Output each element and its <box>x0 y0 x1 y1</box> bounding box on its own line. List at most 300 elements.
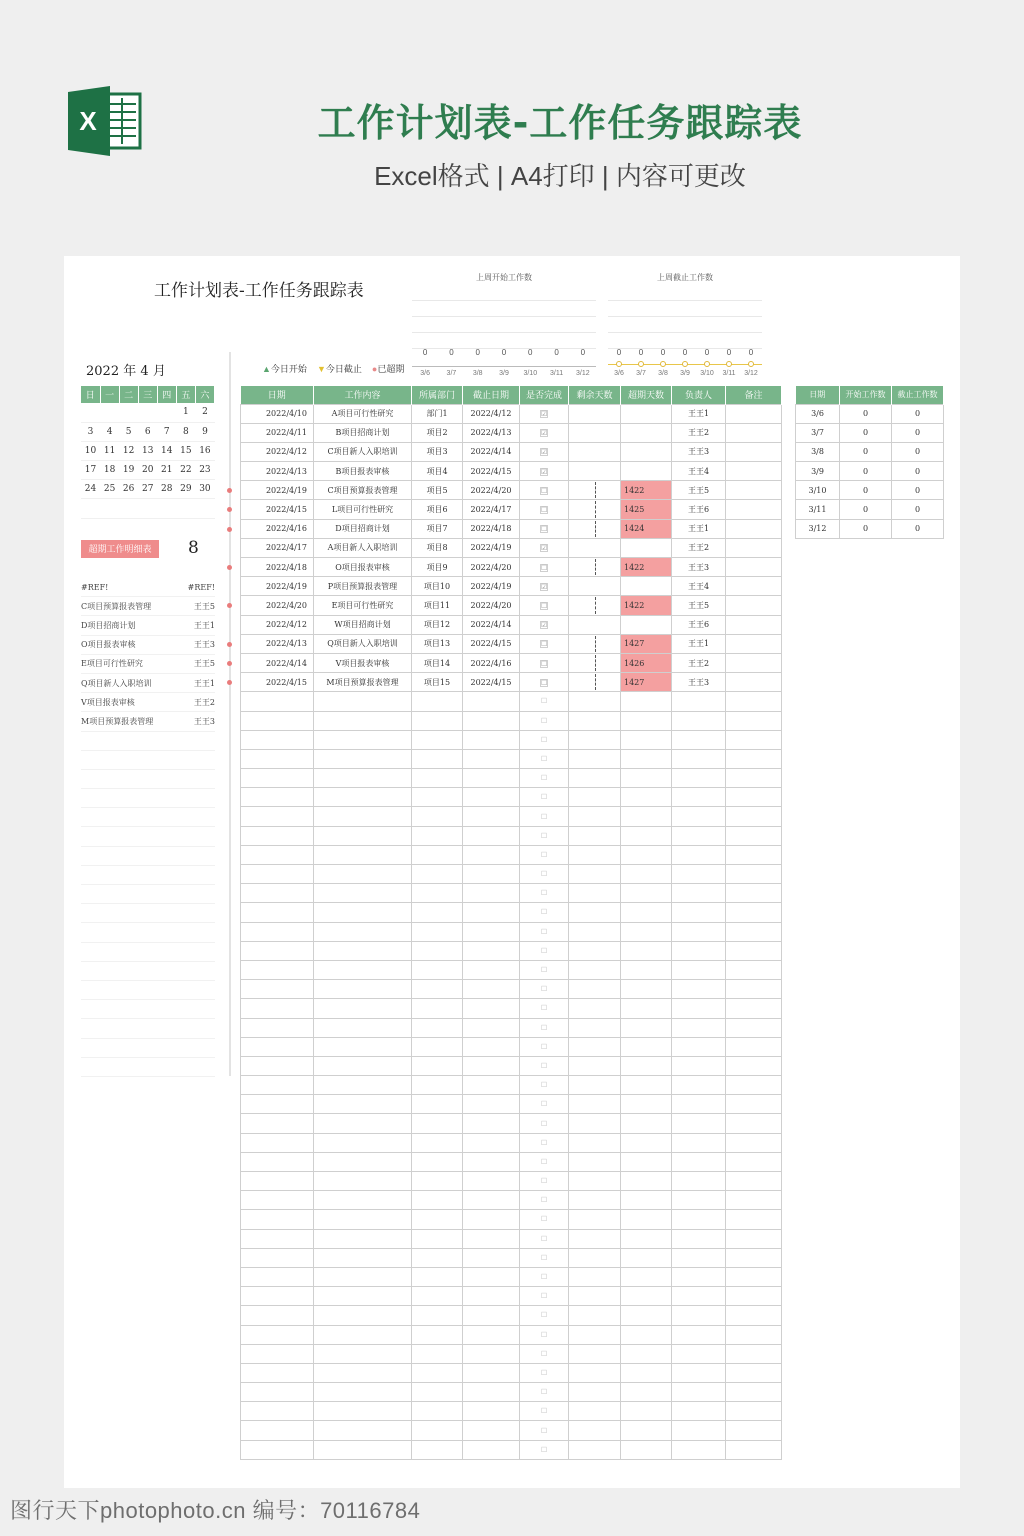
done-cell[interactable] <box>520 673 569 692</box>
checkbox[interactable]: ☐ <box>541 563 548 572</box>
checkbox[interactable]: ☐ <box>540 735 548 744</box>
empty-cell[interactable] <box>621 1267 672 1286</box>
empty-cell[interactable] <box>463 1421 520 1440</box>
empty-cell[interactable] <box>463 980 520 999</box>
empty-cell[interactable] <box>672 1210 726 1229</box>
empty-cell[interactable] <box>726 1037 782 1056</box>
empty-cell[interactable] <box>314 1114 412 1133</box>
checkbox[interactable]: ☐ <box>540 793 548 802</box>
empty-cell[interactable] <box>672 1056 726 1075</box>
calendar-day[interactable]: 25 <box>100 480 119 499</box>
done-cell[interactable] <box>520 1133 569 1152</box>
empty-cell[interactable] <box>672 1248 726 1267</box>
owner-cell[interactable]: 王王1 <box>672 634 726 653</box>
empty-cell[interactable] <box>726 1114 782 1133</box>
empty-cell[interactable] <box>412 807 463 826</box>
note-cell[interactable] <box>726 596 782 615</box>
checkbox[interactable]: ☐ <box>540 985 548 994</box>
empty-cell[interactable] <box>726 730 782 749</box>
empty-cell[interactable] <box>241 826 314 845</box>
empty-cell[interactable] <box>672 807 726 826</box>
empty-cell[interactable] <box>412 788 463 807</box>
empty-cell[interactable] <box>569 1018 621 1037</box>
empty-row[interactable] <box>241 1152 782 1171</box>
empty-cell[interactable] <box>314 1172 412 1191</box>
start-count-cell[interactable]: 0 <box>840 404 892 423</box>
checkbox[interactable]: ☐ <box>540 1061 548 1070</box>
empty-cell[interactable] <box>726 1095 782 1114</box>
empty-cell[interactable] <box>621 826 672 845</box>
calendar-day[interactable]: 29 <box>176 480 195 499</box>
empty-cell[interactable] <box>569 1095 621 1114</box>
empty-cell[interactable] <box>569 1421 621 1440</box>
overdue-days-cell[interactable] <box>621 538 672 557</box>
checkbox[interactable]: ☐ <box>540 927 548 936</box>
due-date-cell[interactable]: 2022/4/13 <box>463 423 520 442</box>
checkbox[interactable]: ☐ <box>540 716 548 725</box>
empty-row[interactable] <box>241 1056 782 1075</box>
empty-cell[interactable] <box>621 1133 672 1152</box>
empty-row[interactable] <box>241 1248 782 1267</box>
empty-cell[interactable] <box>672 1363 726 1382</box>
checkbox[interactable]: ☐ <box>540 1004 548 1013</box>
empty-cell[interactable] <box>726 1229 782 1248</box>
table-row[interactable] <box>241 442 782 461</box>
start-count-cell[interactable]: 0 <box>840 423 892 442</box>
empty-row[interactable] <box>241 1287 782 1306</box>
checkbox[interactable]: ☐ <box>540 1253 548 1262</box>
end-count-cell[interactable]: 0 <box>892 442 944 461</box>
empty-cell[interactable] <box>241 1248 314 1267</box>
calendar-day[interactable]: 8 <box>176 422 195 441</box>
empty-cell[interactable] <box>314 960 412 979</box>
empty-cell[interactable] <box>463 1133 520 1152</box>
empty-cell[interactable] <box>726 692 782 711</box>
empty-cell[interactable] <box>412 1210 463 1229</box>
empty-cell[interactable] <box>621 730 672 749</box>
empty-row[interactable] <box>241 1267 782 1286</box>
done-cell[interactable] <box>520 1363 569 1382</box>
department-cell[interactable]: 项目6 <box>412 500 463 519</box>
empty-cell[interactable] <box>314 884 412 903</box>
empty-row[interactable] <box>241 845 782 864</box>
empty-cell[interactable] <box>412 826 463 845</box>
empty-cell[interactable] <box>726 788 782 807</box>
calendar-day[interactable]: 7 <box>157 422 176 441</box>
table-row[interactable] <box>241 653 782 672</box>
empty-cell[interactable] <box>241 1037 314 1056</box>
empty-cell[interactable] <box>314 903 412 922</box>
empty-cell[interactable] <box>463 788 520 807</box>
empty-cell[interactable] <box>241 1114 314 1133</box>
empty-cell[interactable] <box>241 845 314 864</box>
empty-cell[interactable] <box>621 1037 672 1056</box>
empty-row[interactable] <box>241 788 782 807</box>
empty-cell[interactable] <box>241 1152 314 1171</box>
empty-cell[interactable] <box>672 749 726 768</box>
remaining-days-cell[interactable] <box>569 462 621 481</box>
empty-cell[interactable] <box>621 1287 672 1306</box>
done-cell[interactable] <box>520 577 569 596</box>
empty-cell[interactable] <box>241 1344 314 1363</box>
due-date-cell[interactable]: 2022/4/15 <box>463 462 520 481</box>
empty-cell[interactable] <box>621 1344 672 1363</box>
empty-cell[interactable] <box>463 730 520 749</box>
department-cell[interactable]: 项目7 <box>412 519 463 538</box>
empty-cell[interactable] <box>314 692 412 711</box>
empty-cell[interactable] <box>463 1267 520 1286</box>
done-cell[interactable] <box>520 615 569 634</box>
calendar-day[interactable]: 23 <box>195 461 214 480</box>
calendar-day[interactable]: 30 <box>195 480 214 499</box>
start-date-cell[interactable]: 2022/4/11 <box>241 423 314 442</box>
empty-cell[interactable] <box>412 1306 463 1325</box>
empty-cell[interactable] <box>569 730 621 749</box>
done-cell[interactable] <box>520 634 569 653</box>
done-cell[interactable] <box>520 481 569 500</box>
empty-cell[interactable] <box>672 884 726 903</box>
date-cell[interactable]: 3/11 <box>796 500 840 519</box>
empty-cell[interactable] <box>726 1018 782 1037</box>
empty-cell[interactable] <box>463 903 520 922</box>
remaining-days-cell[interactable] <box>569 442 621 461</box>
empty-cell[interactable] <box>672 1114 726 1133</box>
task-cell[interactable]: A项目可行性研究 <box>314 404 412 423</box>
task-cell[interactable]: L项目可行性研究 <box>314 500 412 519</box>
empty-cell[interactable] <box>569 1056 621 1075</box>
empty-row[interactable] <box>241 1306 782 1325</box>
table-row[interactable] <box>241 673 782 692</box>
empty-row[interactable] <box>241 1133 782 1152</box>
department-cell[interactable]: 项目13 <box>412 634 463 653</box>
department-cell[interactable]: 项目2 <box>412 423 463 442</box>
empty-cell[interactable] <box>314 826 412 845</box>
empty-cell[interactable] <box>314 1421 412 1440</box>
empty-cell[interactable] <box>241 1421 314 1440</box>
empty-row[interactable] <box>241 960 782 979</box>
empty-row[interactable] <box>241 884 782 903</box>
empty-cell[interactable] <box>412 865 463 884</box>
overdue-days-cell[interactable]: 1422 <box>621 596 672 615</box>
date-cell[interactable]: 3/10 <box>796 481 840 500</box>
empty-cell[interactable] <box>412 960 463 979</box>
empty-cell[interactable] <box>726 922 782 941</box>
empty-cell[interactable] <box>463 1191 520 1210</box>
empty-cell[interactable] <box>726 1383 782 1402</box>
end-count-cell[interactable]: 0 <box>892 500 944 519</box>
empty-cell[interactable] <box>621 788 672 807</box>
empty-cell[interactable] <box>314 865 412 884</box>
department-cell[interactable]: 项目8 <box>412 538 463 557</box>
empty-cell[interactable] <box>726 1344 782 1363</box>
owner-cell[interactable]: 王王3 <box>672 673 726 692</box>
empty-cell[interactable] <box>672 1383 726 1402</box>
empty-cell[interactable] <box>412 941 463 960</box>
empty-cell[interactable] <box>412 999 463 1018</box>
due-date-cell[interactable]: 2022/4/12 <box>463 404 520 423</box>
empty-cell[interactable] <box>314 999 412 1018</box>
empty-cell[interactable] <box>314 1383 412 1402</box>
checkbox[interactable]: ☐ <box>540 1311 548 1320</box>
empty-row[interactable] <box>241 980 782 999</box>
empty-cell[interactable] <box>463 1056 520 1075</box>
task-cell[interactable]: V项目报表审核 <box>314 653 412 672</box>
overdue-days-cell[interactable]: 1427 <box>621 673 672 692</box>
owner-cell[interactable]: 王王5 <box>672 596 726 615</box>
empty-row[interactable] <box>241 1018 782 1037</box>
empty-cell[interactable] <box>314 1267 412 1286</box>
checkbox[interactable]: ☐ <box>540 1349 548 1358</box>
empty-cell[interactable] <box>726 1210 782 1229</box>
due-date-cell[interactable]: 2022/4/14 <box>463 615 520 634</box>
checkbox[interactable]: ☐ <box>540 889 548 898</box>
calendar-day[interactable]: 17 <box>81 461 100 480</box>
empty-cell[interactable] <box>569 1248 621 1267</box>
start-date-cell[interactable]: 2022/4/15 <box>241 500 314 519</box>
empty-cell[interactable] <box>412 730 463 749</box>
empty-cell[interactable] <box>463 749 520 768</box>
empty-cell[interactable] <box>463 1210 520 1229</box>
empty-cell[interactable] <box>621 1402 672 1421</box>
department-cell[interactable]: 项目5 <box>412 481 463 500</box>
empty-cell[interactable] <box>672 788 726 807</box>
start-date-cell[interactable]: 2022/4/20 <box>241 596 314 615</box>
date-cell[interactable]: 3/12 <box>796 519 840 538</box>
checkbox[interactable]: ☐ <box>540 1388 548 1397</box>
task-cell[interactable]: B项目报表审核 <box>314 462 412 481</box>
empty-cell[interactable] <box>412 845 463 864</box>
empty-cell[interactable] <box>569 1363 621 1382</box>
checkbox[interactable]: ☐ <box>541 506 548 515</box>
empty-cell[interactable] <box>463 769 520 788</box>
department-cell[interactable]: 项目9 <box>412 558 463 577</box>
due-date-cell[interactable]: 2022/4/19 <box>463 577 520 596</box>
empty-row[interactable] <box>241 922 782 941</box>
empty-cell[interactable] <box>726 1076 782 1095</box>
calendar-day[interactable]: 20 <box>138 461 157 480</box>
calendar-day[interactable]: 9 <box>195 422 214 441</box>
empty-cell[interactable] <box>672 903 726 922</box>
overdue-days-cell[interactable] <box>621 615 672 634</box>
empty-cell[interactable] <box>314 711 412 730</box>
empty-cell[interactable] <box>412 1421 463 1440</box>
empty-cell[interactable] <box>463 845 520 864</box>
empty-row[interactable] <box>241 865 782 884</box>
empty-cell[interactable] <box>569 1133 621 1152</box>
empty-cell[interactable] <box>726 1191 782 1210</box>
empty-cell[interactable] <box>569 960 621 979</box>
calendar-day[interactable]: 15 <box>176 441 195 460</box>
empty-cell[interactable] <box>314 1287 412 1306</box>
empty-cell[interactable] <box>672 980 726 999</box>
calendar-day[interactable]: 21 <box>157 461 176 480</box>
empty-cell[interactable] <box>569 1114 621 1133</box>
task-cell[interactable]: B项目招商计划 <box>314 423 412 442</box>
due-date-cell[interactable]: 2022/4/20 <box>463 596 520 615</box>
due-date-cell[interactable]: 2022/4/18 <box>463 519 520 538</box>
table-row[interactable] <box>796 519 944 538</box>
empty-cell[interactable] <box>726 1133 782 1152</box>
empty-cell[interactable] <box>569 749 621 768</box>
table-row[interactable] <box>241 462 782 481</box>
calendar-day[interactable]: 6 <box>138 422 157 441</box>
empty-row[interactable] <box>241 1191 782 1210</box>
empty-cell[interactable] <box>621 1152 672 1171</box>
empty-cell[interactable] <box>672 1172 726 1191</box>
done-cell[interactable] <box>520 1114 569 1133</box>
checkbox[interactable]: ☐ <box>540 1177 548 1186</box>
empty-cell[interactable] <box>621 769 672 788</box>
remaining-days-cell[interactable] <box>569 577 621 596</box>
department-cell[interactable]: 部门1 <box>412 404 463 423</box>
empty-cell[interactable] <box>621 1306 672 1325</box>
empty-cell[interactable] <box>672 730 726 749</box>
checkbox[interactable]: ☐ <box>540 1234 548 1243</box>
done-cell[interactable] <box>520 730 569 749</box>
checkbox[interactable]: ☑ <box>541 410 548 419</box>
due-date-cell[interactable]: 2022/4/20 <box>463 481 520 500</box>
empty-cell[interactable] <box>726 884 782 903</box>
checkbox[interactable]: ☐ <box>541 525 548 534</box>
empty-cell[interactable] <box>314 730 412 749</box>
done-cell[interactable] <box>520 922 569 941</box>
done-cell[interactable] <box>520 1229 569 1248</box>
empty-cell[interactable] <box>463 1095 520 1114</box>
empty-cell[interactable] <box>726 941 782 960</box>
done-cell[interactable] <box>520 941 569 960</box>
task-cell[interactable]: W项目招商计划 <box>314 615 412 634</box>
empty-cell[interactable] <box>672 1229 726 1248</box>
empty-cell[interactable] <box>569 884 621 903</box>
empty-row[interactable] <box>241 1114 782 1133</box>
empty-cell[interactable] <box>621 749 672 768</box>
done-cell[interactable] <box>520 845 569 864</box>
note-cell[interactable] <box>726 442 782 461</box>
empty-cell[interactable] <box>569 1440 621 1459</box>
remaining-days-cell[interactable] <box>569 615 621 634</box>
checkbox[interactable]: ☐ <box>540 1100 548 1109</box>
done-cell[interactable] <box>520 1287 569 1306</box>
done-cell[interactable] <box>520 1018 569 1037</box>
end-count-cell[interactable]: 0 <box>892 462 944 481</box>
start-date-cell[interactable]: 2022/4/10 <box>241 404 314 423</box>
task-cell[interactable]: C项目新人入职培训 <box>314 442 412 461</box>
empty-cell[interactable] <box>463 922 520 941</box>
due-date-cell[interactable]: 2022/4/17 <box>463 500 520 519</box>
checkbox[interactable]: ☐ <box>540 1157 548 1166</box>
done-cell[interactable] <box>520 807 569 826</box>
empty-cell[interactable] <box>314 769 412 788</box>
done-cell[interactable] <box>520 1172 569 1191</box>
table-row[interactable] <box>241 423 782 442</box>
remaining-days-cell[interactable] <box>569 404 621 423</box>
empty-row[interactable] <box>241 999 782 1018</box>
empty-cell[interactable] <box>463 1325 520 1344</box>
empty-cell[interactable] <box>672 1402 726 1421</box>
empty-cell[interactable] <box>726 769 782 788</box>
note-cell[interactable] <box>726 423 782 442</box>
empty-cell[interactable] <box>569 807 621 826</box>
checkbox[interactable]: ☐ <box>541 659 548 668</box>
empty-cell[interactable] <box>412 1287 463 1306</box>
empty-cell[interactable] <box>621 1172 672 1191</box>
start-date-cell[interactable]: 2022/4/16 <box>241 519 314 538</box>
empty-cell[interactable] <box>314 788 412 807</box>
checkbox[interactable]: ☑ <box>541 448 548 457</box>
start-count-cell[interactable]: 0 <box>840 500 892 519</box>
checkbox[interactable]: ☐ <box>540 1196 548 1205</box>
empty-cell[interactable] <box>412 1440 463 1459</box>
done-cell[interactable] <box>520 500 569 519</box>
checkbox[interactable]: ☐ <box>540 1292 548 1301</box>
department-cell[interactable]: 项目15 <box>412 673 463 692</box>
empty-cell[interactable] <box>412 1037 463 1056</box>
empty-cell[interactable] <box>463 999 520 1018</box>
checkbox[interactable]: ☐ <box>540 812 548 821</box>
table-row[interactable] <box>241 481 782 500</box>
task-cell[interactable]: Q项目新人入职培训 <box>314 634 412 653</box>
empty-row[interactable] <box>241 749 782 768</box>
done-cell[interactable] <box>520 404 569 423</box>
empty-cell[interactable] <box>412 1172 463 1191</box>
empty-cell[interactable] <box>672 1440 726 1459</box>
empty-cell[interactable] <box>672 922 726 941</box>
empty-cell[interactable] <box>412 1056 463 1075</box>
checkbox[interactable]: ☐ <box>541 601 548 610</box>
empty-cell[interactable] <box>726 826 782 845</box>
empty-cell[interactable] <box>463 826 520 845</box>
note-cell[interactable] <box>726 538 782 557</box>
empty-cell[interactable] <box>412 1248 463 1267</box>
empty-cell[interactable] <box>463 807 520 826</box>
empty-cell[interactable] <box>726 711 782 730</box>
checkbox[interactable]: ☑ <box>541 582 548 591</box>
note-cell[interactable] <box>726 653 782 672</box>
empty-cell[interactable] <box>241 730 314 749</box>
empty-cell[interactable] <box>672 865 726 884</box>
empty-cell[interactable] <box>569 1306 621 1325</box>
owner-cell[interactable]: 王王1 <box>672 519 726 538</box>
empty-cell[interactable] <box>726 845 782 864</box>
done-cell[interactable] <box>520 653 569 672</box>
empty-cell[interactable] <box>621 960 672 979</box>
checkbox[interactable]: ☐ <box>540 1042 548 1051</box>
calendar-day[interactable]: 2 <box>195 403 214 422</box>
owner-cell[interactable]: 王王4 <box>672 577 726 596</box>
checkbox[interactable]: ☐ <box>541 678 548 687</box>
empty-row[interactable] <box>241 1095 782 1114</box>
note-cell[interactable] <box>726 519 782 538</box>
done-cell[interactable] <box>520 538 569 557</box>
checkbox[interactable]: ☑ <box>541 621 548 630</box>
table-row[interactable] <box>796 442 944 461</box>
empty-cell[interactable] <box>726 960 782 979</box>
empty-cell[interactable] <box>412 980 463 999</box>
empty-cell[interactable] <box>412 884 463 903</box>
empty-cell[interactable] <box>314 1095 412 1114</box>
empty-row[interactable] <box>241 1325 782 1344</box>
checkbox[interactable]: ☐ <box>540 1138 548 1147</box>
empty-cell[interactable] <box>621 1325 672 1344</box>
empty-cell[interactable] <box>569 788 621 807</box>
empty-cell[interactable] <box>621 1363 672 1382</box>
empty-cell[interactable] <box>726 749 782 768</box>
overdue-days-cell[interactable]: 1422 <box>621 481 672 500</box>
owner-cell[interactable]: 王王1 <box>672 404 726 423</box>
done-cell[interactable] <box>520 999 569 1018</box>
empty-row[interactable] <box>241 769 782 788</box>
checkbox[interactable]: ☑ <box>541 429 548 438</box>
